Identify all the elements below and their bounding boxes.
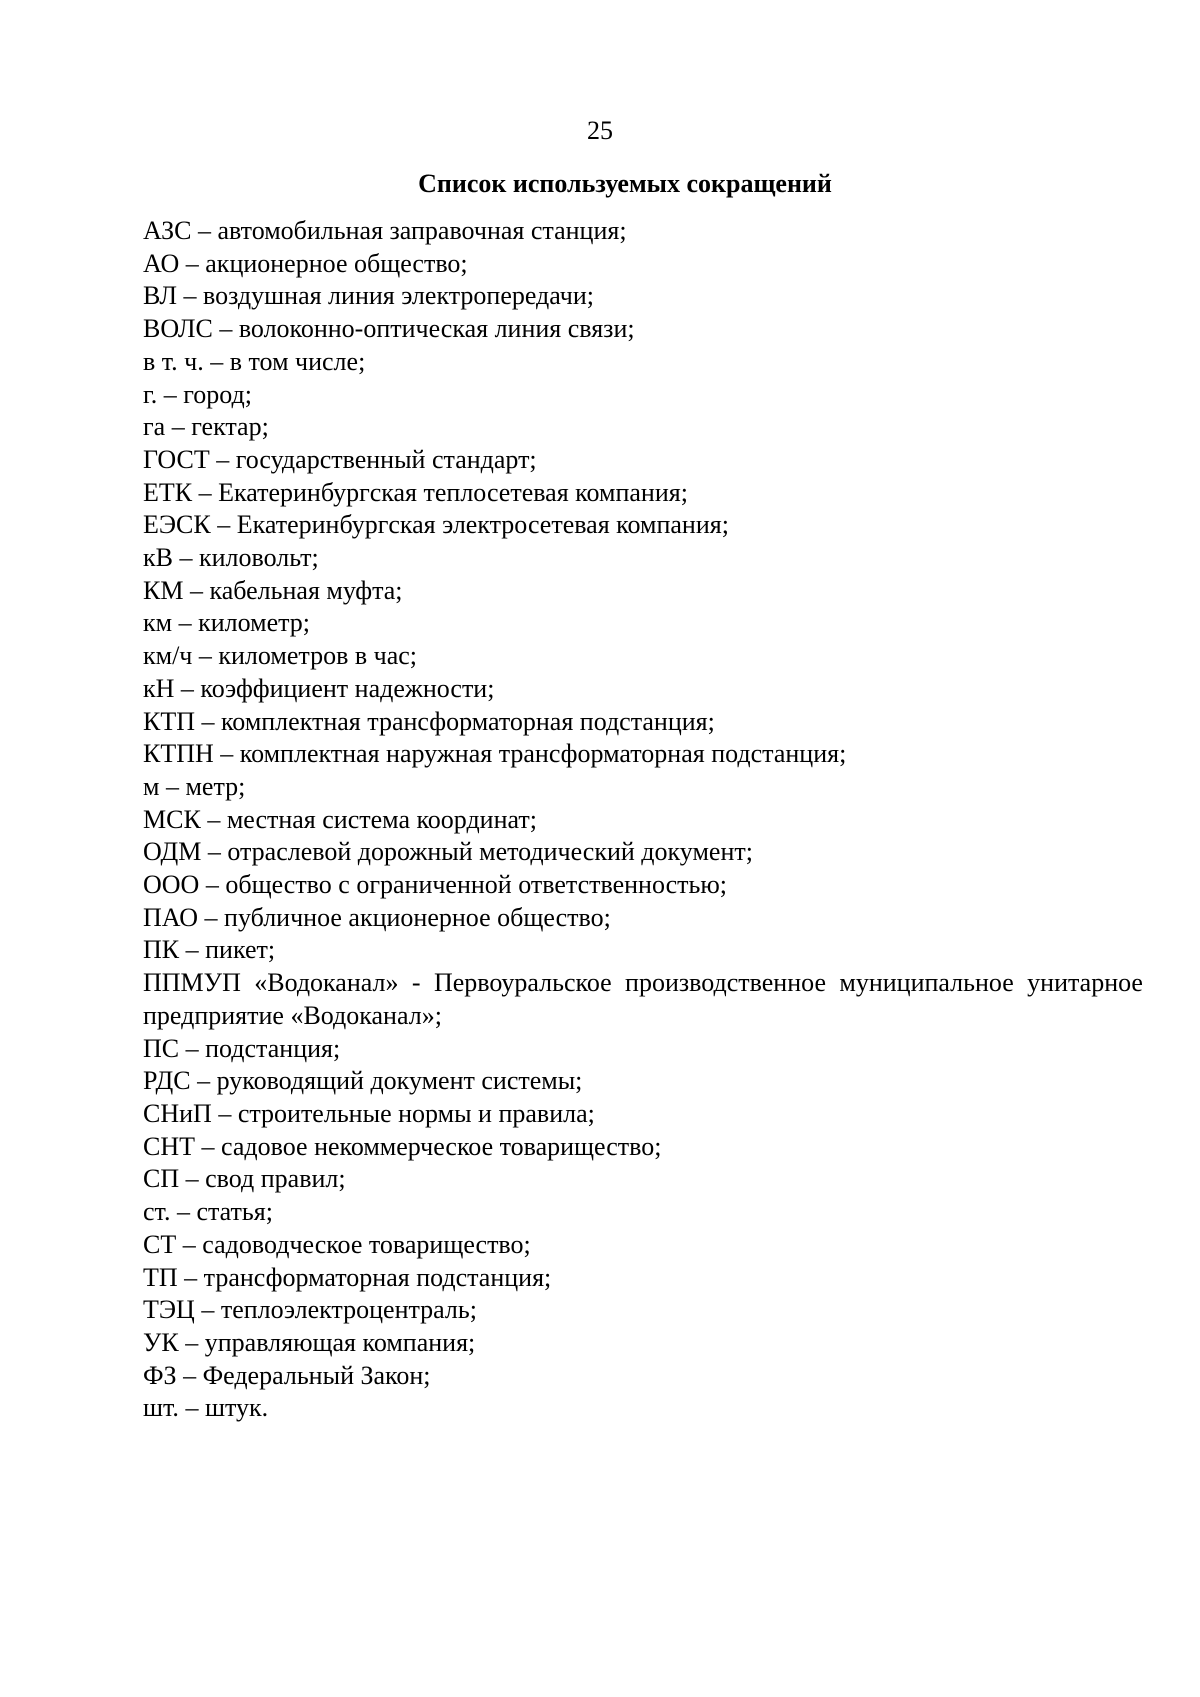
abbreviation: ПК (143, 935, 180, 965)
definition: Федеральный Закон; (202, 1360, 431, 1390)
separator: – (179, 248, 206, 278)
list-item (143, 607, 1143, 640)
abbreviation: ООО (143, 870, 200, 900)
definition: теплоэлектроцентраль; (220, 1295, 477, 1325)
definition: местная система координат; (226, 804, 537, 834)
abbreviation: УК (143, 1327, 179, 1357)
list-item (143, 346, 1143, 379)
definition: киловольт; (198, 543, 319, 573)
list-item (143, 444, 1143, 477)
abbreviation: МСК (143, 804, 201, 834)
definition: город; (183, 379, 252, 409)
abbreviation: г. (143, 379, 158, 409)
definition: гектар; (191, 412, 269, 442)
list-item (143, 771, 1143, 804)
separator: – (172, 608, 199, 638)
separator: – (192, 641, 219, 671)
definition: статья; (196, 1197, 273, 1227)
abbreviation: кН (143, 673, 175, 703)
definition: Первоуральское производственное муниципальное унитарное предприятие «Водоканал»; (143, 968, 1143, 1030)
separator: – (194, 1295, 221, 1325)
separator: – (179, 1033, 206, 1063)
definition: трансформаторная подстанция; (203, 1262, 552, 1292)
abbreviation: АО (143, 248, 180, 278)
list-item (143, 280, 1143, 313)
separator: – (210, 510, 237, 540)
separator: – (157, 379, 184, 409)
definition: воздушная линия электропередачи; (203, 281, 595, 311)
definition: километр; (198, 608, 311, 638)
separator: – (203, 346, 230, 376)
list-item (143, 1131, 1143, 1164)
abbreviation: АЗС (143, 216, 192, 245)
list-item (143, 1229, 1143, 1262)
definition: метр; (185, 771, 246, 801)
abbreviation: кВ (143, 543, 173, 573)
separator: – (198, 902, 225, 932)
definition: автомобильная заправочная станция; (217, 216, 627, 245)
abbreviation: км/ч (143, 641, 193, 671)
separator: – (165, 412, 192, 442)
list-item (143, 1196, 1143, 1229)
abbreviation: ФЗ (143, 1360, 177, 1390)
list-item (143, 1360, 1143, 1393)
definition: Екатеринбургская электросетевая компания; (236, 510, 729, 540)
list-item (143, 1262, 1143, 1295)
separator: – (195, 706, 221, 736)
list-item (143, 869, 1143, 902)
page-title: Список используемых сокращений (418, 169, 832, 198)
list-item (143, 1065, 1143, 1098)
definition: государственный стандарт; (235, 444, 537, 474)
separator: – (179, 1164, 206, 1194)
list-item (143, 575, 1143, 608)
separator: – (195, 1131, 221, 1161)
definition: в том числе; (229, 346, 366, 376)
separator: – (174, 673, 201, 703)
list-item (143, 248, 1143, 281)
list-item (143, 1392, 1143, 1425)
separator: – (200, 804, 227, 834)
abbreviation-list (143, 215, 1143, 1425)
abbreviation: га (143, 412, 166, 442)
separator: – (211, 1098, 238, 1128)
separator: – (191, 216, 218, 245)
list-item (143, 215, 1143, 248)
list-item (143, 379, 1143, 412)
separator: – (176, 1360, 203, 1390)
list-item (143, 967, 1143, 1032)
definition: акционерное общество; (205, 248, 468, 278)
separator: – (178, 1327, 205, 1357)
list-item (143, 411, 1143, 444)
list-item (143, 1033, 1143, 1066)
definition: комплектная трансформаторная подстанция; (221, 706, 715, 736)
separator: – (209, 444, 236, 474)
separator: - (398, 968, 434, 998)
separator: – (201, 837, 228, 867)
separator: – (177, 1262, 204, 1292)
separator: – (183, 575, 210, 605)
separator: – (213, 739, 240, 769)
separator: – (190, 1066, 217, 1096)
list-item (143, 509, 1143, 542)
abbreviation: СНиП (143, 1098, 212, 1128)
definition: садоводческое товарищество; (202, 1229, 531, 1259)
abbreviation: ГОСТ (143, 444, 210, 474)
definition: общество с ограниченной ответственностью; (225, 870, 728, 900)
abbreviation: ТП (143, 1262, 178, 1292)
definition: комплектная наружная трансформаторная подстанция; (239, 739, 847, 769)
definition: строительные нормы и правила; (237, 1098, 595, 1128)
abbreviation: ЕЭСК (143, 510, 211, 540)
separator: – (170, 1197, 197, 1227)
definition: управляющая компания; (204, 1327, 476, 1357)
list-item (143, 738, 1143, 771)
separator: – (159, 771, 186, 801)
list-item (143, 706, 1143, 739)
separator: – (192, 477, 219, 507)
list-item (143, 673, 1143, 706)
abbreviation: шт. (143, 1393, 179, 1423)
abbreviation: ПС (143, 1033, 180, 1063)
definition: пикет; (205, 935, 276, 965)
abbreviation: СТ (143, 1229, 177, 1259)
abbreviation: СП (143, 1164, 180, 1194)
list-item (143, 1294, 1143, 1327)
list-item (143, 313, 1143, 346)
definition: садовое некоммерческое товарищество; (221, 1131, 662, 1161)
abbreviation: СНТ (143, 1131, 195, 1161)
list-item (143, 477, 1143, 510)
separator: – (179, 935, 206, 965)
abbreviation: КМ (143, 575, 184, 605)
abbreviation: КТПН (143, 739, 214, 769)
list-item (143, 836, 1143, 869)
list-item (143, 1098, 1143, 1131)
page-number: 25 (587, 116, 613, 145)
abbreviation: ТЭЦ (143, 1295, 195, 1325)
abbreviation: РДС (143, 1066, 191, 1096)
abbreviation: ППМУП «Водоканал» (143, 968, 399, 998)
separator: – (199, 870, 226, 900)
separator: – (172, 543, 199, 573)
abbreviation: ВОЛС (143, 314, 213, 344)
list-item (143, 542, 1143, 575)
list-item (143, 902, 1143, 935)
definition: Екатеринбургская теплосетевая компания; (218, 477, 688, 507)
definition: штук. (204, 1393, 269, 1423)
separator: – (212, 314, 239, 344)
abbreviation: ЕТК (143, 477, 193, 507)
definition: волоконно-оптическая линия связи; (238, 314, 635, 344)
abbreviation: КТП (143, 706, 195, 736)
definition: отраслевой дорожный методический документ; (227, 837, 753, 867)
definition: руководящий документ системы; (216, 1066, 583, 1096)
abbreviation: м (143, 771, 160, 801)
separator: – (176, 1229, 203, 1259)
abbreviation: ст. (143, 1197, 171, 1227)
definition: километров в час; (218, 641, 418, 671)
definition: коэффициент надежности; (200, 673, 495, 703)
definition: подстанция; (205, 1033, 341, 1063)
list-item (143, 804, 1143, 837)
definition: публичное акционерное общество; (224, 902, 611, 932)
abbreviation: ОДМ (143, 837, 202, 867)
separator: – (177, 281, 203, 311)
abbreviation: км (143, 608, 173, 638)
abbreviation: ПАО (143, 902, 199, 932)
definition: кабельная муфта; (209, 575, 403, 605)
list-item (143, 1327, 1143, 1360)
list-item (143, 640, 1143, 673)
list-item (143, 1163, 1143, 1196)
definition: свод правил; (205, 1164, 346, 1194)
abbreviation: в т. ч. (143, 346, 204, 376)
separator: – (178, 1393, 205, 1423)
abbreviation: ВЛ (143, 281, 177, 311)
list-item (143, 934, 1143, 967)
